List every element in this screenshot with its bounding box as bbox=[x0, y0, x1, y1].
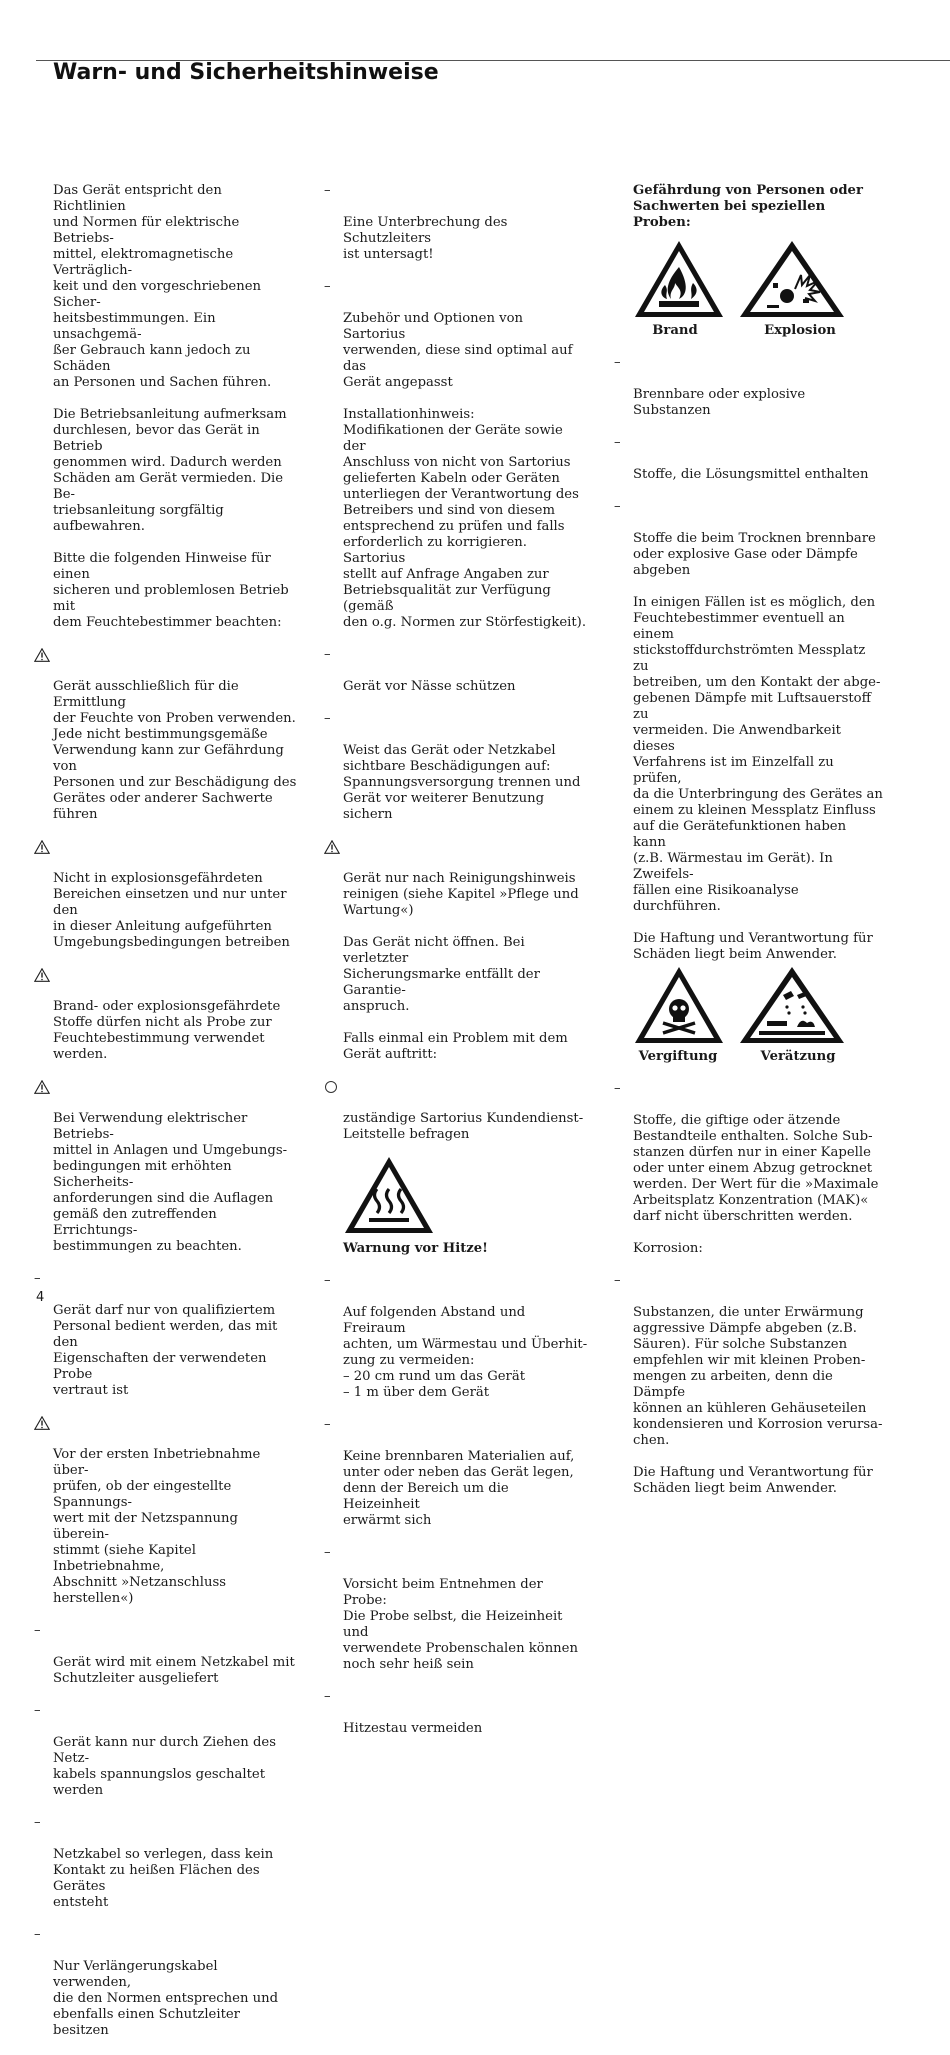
dash-item bbox=[324, 1545, 588, 1673]
dash-marker: – bbox=[614, 1081, 621, 1096]
warning-text: Gerät ausschließlich für die Ermittlung der Feuchte von Proben verwenden. Jede nicht bestimmungsgemäße Verwendung kann zur Gefährdung von Personen und zur Beschädigung des Gerätes oder anderer Sachwerte führen bbox=[53, 679, 297, 822]
warning-triangle-icon bbox=[34, 968, 50, 982]
dash-marker: – bbox=[324, 183, 331, 198]
corrosive-icon bbox=[737, 965, 847, 1045]
dash-text: Auf folgenden Abstand und Freiraum achten, um Wärmestau und Überhit- zung zu vermeiden: – 20 cm rund um das Gerät – 1 m über dem Gerät bbox=[343, 1305, 588, 1400]
dash-text: Netzkabel so verlegen, dass kein Kontakt zu heißen Flächen des Gerätes entsteht bbox=[53, 1847, 274, 1910]
caption-brand: Brand bbox=[652, 323, 698, 338]
notes-paragraph: Bitte die folgenden Hinweise für einen sicheren und problemlosen Betrieb mit dem Feuchtebestimmer beachten: bbox=[53, 551, 289, 630]
dash-text: Eine Unterbrechung des Schutzleiters ist untersagt! bbox=[343, 215, 508, 262]
intro-paragraph: Das Gerät entspricht den Richtlinien und Normen für elektrische Betriebs- mittel, elektromagnetische Verträglich- keit und den vorgeschriebenen Sicher- heitsbestimmungen. Ein unsachgemä- ßer Gebrauch kann jedoch zu Schäden an Personen und Sachen führen. bbox=[53, 183, 272, 390]
dash-marker: – bbox=[614, 1273, 621, 1288]
warning-triangle-icon bbox=[324, 840, 340, 854]
warning-triangle-icon bbox=[34, 1080, 50, 1094]
dash-text: Substanzen, die unter Erwärmung aggressive Dämpfe abgeben (z.B. Säuren). Für solche Substanzen empfehlen wir mit kleinen Proben- mengen zu arbeiten, denn die Dämpfe können an kühleren Gehäuseteilen kondensieren und Korrosion verursa- chen. bbox=[633, 1305, 883, 1448]
toxic-icon bbox=[633, 965, 725, 1045]
dash-marker: – bbox=[324, 1273, 331, 1288]
liability-paragraph: Die Haftung und Verantwortung für Schäden liegt beim Anwender. bbox=[633, 931, 873, 962]
dash-item bbox=[324, 279, 588, 391]
circle-text: zuständige Sartorius Kundendienst- Leitstelle befragen bbox=[343, 1111, 584, 1142]
dash-item bbox=[324, 1273, 588, 1401]
hazard-signs-row bbox=[633, 239, 883, 319]
dash-marker: – bbox=[614, 435, 621, 450]
dash-marker: – bbox=[324, 1545, 331, 1560]
corrosion-label: Korrosion: bbox=[633, 1241, 703, 1256]
flammable-icon bbox=[633, 239, 725, 319]
dash-text: Zubehör und Optionen von Sartorius verwenden, diese sind optimal auf das Gerät angepasst bbox=[343, 311, 573, 390]
dash-item bbox=[324, 1689, 588, 1737]
dash-item bbox=[324, 183, 588, 263]
warning-text: Nicht in explosionsgefährdeten Bereichen einsetzen und nur unter den in dieser Anleitung aufgeführten Umgebungsbedingungen betreiben bbox=[53, 871, 290, 950]
dash-item bbox=[614, 435, 883, 483]
dash-marker: – bbox=[324, 279, 331, 294]
hazard-signs-row-2 bbox=[633, 965, 883, 1045]
circle-bullet-icon bbox=[325, 1081, 337, 1093]
warning-text: Vor der ersten Inbetriebnahme über- prüfen, ob der eingestellte Spannungs- wert mit der Netzspannung überein- stimmt (siehe Kapitel Inbetriebnahme, Abschnitt »Netzanschluss herstellen«) bbox=[53, 1447, 261, 1606]
hazard-captions-row bbox=[633, 323, 883, 339]
dash-item bbox=[324, 711, 588, 823]
caption-explosion: Explosion bbox=[764, 323, 836, 338]
nitrogen-paragraph: In einigen Fällen ist es möglich, den Feuchtebestimmer eventuell an einem stickstoffdurchströmten Messplatz zu betreiben, um den Kontakt der abge- gebenen Dämpfe mit Luftsauerstoff zu vermeiden. Die Anwendbarkeit dieses Verfahrens ist im Einzelfall zu prüfen, da die Unterbringung des Gerätes an einem zu kleinen Messplatz Einfluss auf die Gerätefunktionen haben kann (z.B. Wärmestau im Gerät). In Zweifels- fällen eine Risikoanalyse durchführen. bbox=[633, 595, 883, 914]
dash-marker: – bbox=[34, 1927, 41, 1942]
dash-marker: – bbox=[324, 1417, 331, 1432]
column-right bbox=[614, 183, 883, 1513]
dash-text: Gerät wird mit einem Netzkabel mit Schutzleiter ausgeliefert bbox=[53, 1655, 295, 1686]
warning-item bbox=[53, 839, 298, 951]
dash-text: Gerät vor Nässe schützen bbox=[343, 679, 516, 694]
dash-item bbox=[324, 647, 588, 695]
warning-triangle-icon bbox=[34, 648, 50, 662]
problem-paragraph: Falls einmal ein Problem mit dem Gerät auftritt: bbox=[343, 1031, 568, 1062]
warning-item bbox=[53, 647, 298, 823]
hazard-captions-row-2 bbox=[633, 1049, 883, 1065]
dash-item bbox=[614, 1081, 883, 1225]
dash-marker: – bbox=[614, 499, 621, 514]
dash-text: Vorsicht beim Entnehmen der Probe: Die Probe selbst, die Heizeinheit und verwendete Probenschalen können noch sehr heiß sein bbox=[343, 1577, 578, 1672]
dash-text: Hitzestau vermeiden bbox=[343, 1721, 483, 1736]
installation-note: Installationhinweis: Modifikationen der Geräte sowie der Anschluss von nicht von Sartorius gelieferten Kabeln oder Geräten unterliegen der Verantwortung des Betreibers und sind von diesem entsprechend zu prüfen und falls erforderlich zu korrigieren. Sartorius stellt auf Anfrage Angaben zur Betriebsqualität zur Verfügung (gemäß den o.g. Normen zur Störfestigkeit). bbox=[343, 407, 587, 630]
dash-text: Brennbare oder explosive Substanzen bbox=[633, 387, 806, 418]
heat-warning-caption: Warnung vor Hitze! bbox=[343, 1241, 488, 1256]
dash-text: Keine brennbaren Materialien auf, unter oder neben das Gerät legen, denn der Bereich um die Heizeinheit erwärmt sich bbox=[343, 1449, 575, 1528]
explosive-icon bbox=[737, 239, 847, 319]
dash-marker: – bbox=[34, 1703, 41, 1718]
dash-text: Nur Verlängerungskabel verwenden, die den Normen entsprechen und ebenfalls einen Schutzleiter besitzen bbox=[53, 1959, 279, 2038]
warning-item bbox=[343, 839, 588, 919]
dash-item bbox=[34, 1927, 298, 2039]
dash-marker: – bbox=[34, 1815, 41, 1830]
page-number: 4 bbox=[36, 1290, 45, 1305]
page-title: Warn- und Sicherheitshinweise bbox=[53, 60, 439, 85]
liability-paragraph-2: Die Haftung und Verantwortung für Schäden liegt beim Anwender. bbox=[633, 1465, 873, 1496]
dash-item bbox=[614, 1273, 883, 1449]
special-samples-heading: Gefährdung von Personen oder Sachwerten bei speziellen Proben: bbox=[633, 183, 863, 230]
warning-item bbox=[53, 967, 298, 1063]
caption-veraetzung: Verätzung bbox=[760, 1049, 836, 1064]
dash-text: Stoffe, die giftige oder ätzende Bestandteile enthalten. Solche Sub- stanzen dürfen nur in einer Kapelle oder unter einem Abzug getrocknet werden. Der Wert für die »Maximale Arbeitsplatz Konzentration (MAK)« darf nicht überschritten werden. bbox=[633, 1113, 879, 1224]
warning-triangle-icon bbox=[34, 840, 50, 854]
warning-item bbox=[53, 1079, 298, 1255]
dash-text: Stoffe die beim Trocknen brennbare oder explosive Gase oder Dämpfe abgeben bbox=[633, 531, 876, 578]
do-not-open-paragraph: Das Gerät nicht öffnen. Bei verletzter Sicherungsmarke entfällt der Garantie- anspruch. bbox=[343, 935, 540, 1014]
warning-triangle-icon bbox=[34, 1416, 50, 1430]
dash-item bbox=[34, 1271, 298, 1399]
dash-marker: – bbox=[324, 1689, 331, 1704]
manual-paragraph: Die Betriebsanleitung aufmerksam durchlesen, bevor das Gerät in Betrieb genommen wird. Dadurch werden Schäden am Gerät vermieden. Die Be- triebsanleitung sorgfältig aufbewahren. bbox=[53, 407, 287, 534]
dash-marker: – bbox=[324, 711, 331, 726]
hot-surface-icon bbox=[343, 1155, 435, 1235]
dash-item bbox=[34, 1703, 298, 1799]
warning-item bbox=[53, 1415, 298, 1607]
dash-item bbox=[614, 355, 883, 419]
dash-text: Gerät kann nur durch Ziehen des Netz- kabels spannungslos geschaltet werden bbox=[53, 1735, 277, 1798]
circle-item bbox=[343, 1079, 588, 1143]
dash-item bbox=[34, 1815, 298, 1911]
dash-item bbox=[614, 499, 883, 579]
dash-marker: – bbox=[34, 1271, 41, 1286]
dash-marker: – bbox=[614, 355, 621, 370]
warning-text: Brand- oder explosionsgefährdete Stoffe dürfen nicht als Probe zur Feuchtebestimmung verwendet werden. bbox=[53, 999, 281, 1062]
dash-marker: – bbox=[34, 1623, 41, 1638]
dash-text: Gerät darf nur von qualifiziertem Personal bedient werden, das mit den Eigenschaften der verwendeten Probe vertraut ist bbox=[53, 1303, 278, 1398]
warning-text: Gerät nur nach Reinigungshinweis reinigen (siehe Kapitel »Pflege und Wartung«) bbox=[343, 871, 579, 918]
dash-item bbox=[34, 1623, 298, 1687]
dash-text: Weist das Gerät oder Netzkabel sichtbare Beschädigungen auf: Spannungsversorgung trennen und Gerät vor weiterer Benutzung sichern bbox=[343, 743, 581, 822]
column-middle bbox=[324, 183, 588, 1753]
caption-vergiftung: Vergiftung bbox=[638, 1049, 718, 1064]
warning-text: Bei Verwendung elektrischer Betriebs- mittel in Anlagen und Umgebungs- bedingungen mit erhöhten Sicherheits- anforderungen sind die Auflagen gemäß den zutreffenden Errichtungs- bestimmungen zu beachten. bbox=[53, 1111, 288, 1254]
column-left bbox=[34, 183, 298, 2055]
dash-text: Stoffe, die Lösungsmittel enthalten bbox=[633, 467, 869, 482]
dash-marker: – bbox=[324, 647, 331, 662]
dash-item bbox=[324, 1417, 588, 1529]
